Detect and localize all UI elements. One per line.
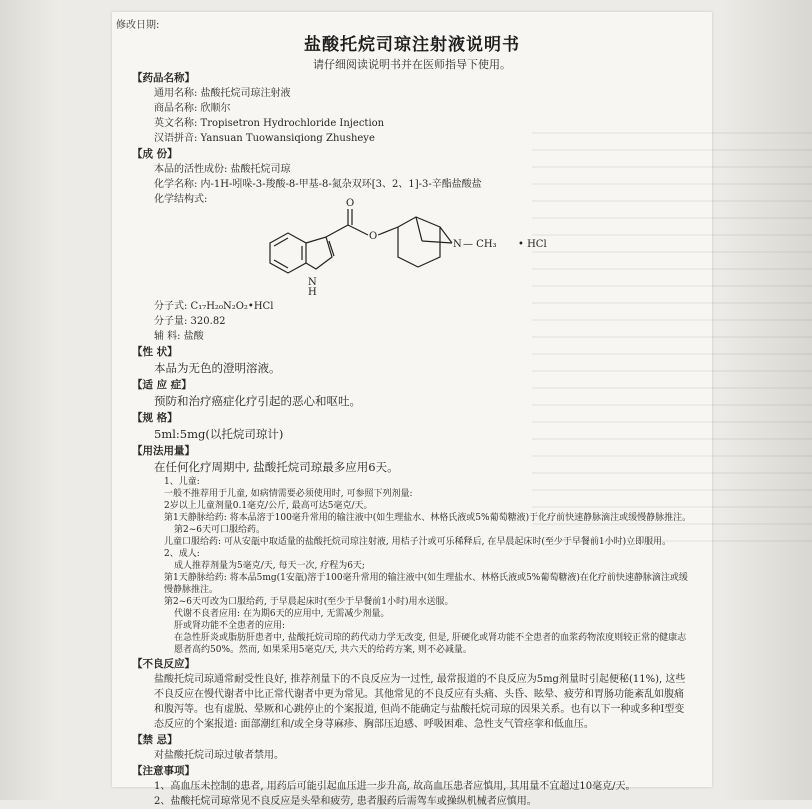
section-header-indications: 【适 应 症】 (132, 379, 192, 391)
background-left-edge (0, 0, 62, 800)
structure-hcl-label: • HCl (518, 239, 547, 250)
chemical-name: 化学名称: 内-1H-吲哚-3-羧酸-8-甲基-8-氮杂双环[3、2、1]-3-辛酯盐酸盐 (154, 179, 482, 190)
generic-name: 通用名称: 盐酸托烷司琼注射液 (154, 88, 291, 99)
section-header-adverse-reactions: 【不良反应】 (132, 658, 195, 670)
chemical-structure-diagram (250, 198, 580, 299)
adverse-reactions-text: 盐酸托烷司琼通常耐受性良好, 推荐剂量下的不良反应为一过性, 最常报道的不良反应为5mg剂量时引起便秘(11%), 这些不良反应在慢代谢者中比正常代谢者中更为常见。其他常见的不良反应有头痛、头昏、眩晕、疲劳和胃肠功能紊乱如腹痛和腹泻等。也有虚脱、晕厥和心跳停止的个案报道, 但尚不能确定与盐酸托烷司琼的因果关系。也有以下一种或多种I型变态反应的个案报道: 面部潮红和/或全身荨麻疹、胸部压迫感、呼吸困难、急性支气管痉挛和低血压。 (154, 674, 686, 730)
section-header-specifications: 【规 格】 (132, 412, 178, 424)
precaution-1: 1、高血压未控制的患者, 用药后可能引起血压进一步升高, 故高血压患者应慎用, 其用量不宜超过10毫克/天。 (154, 781, 636, 792)
leaflet-paper (112, 12, 712, 807)
structure-methyl-label: — CH₃ (463, 239, 497, 250)
section-header-dosage: 【用法用量】 (132, 445, 195, 457)
structure-label: 化学结构式: (154, 194, 208, 205)
dosage-children-4: 第2~6天可口服给药。 (174, 525, 265, 535)
structure-amine-n-label: N (453, 239, 462, 250)
dosage-children-5: 儿童口服给药: 可从安瓿中取适量的盐酸托烷司琼注射液, 用桔子汁或可乐稀释后, 在早晨起床时(至少于早餐前1小时)立即服用。 (164, 537, 672, 547)
trade-name: 商品名称: 欣顺尔 (154, 103, 231, 114)
section-header-composition: 【成 份】 (132, 148, 178, 160)
dosage-adults-5: 肝或肾功能不全患者的应用: (174, 621, 286, 631)
dosage-children-2: 2岁以上儿童剂量0.1毫克/公斤, 最高可达5毫克/天。 (164, 501, 373, 511)
section-header-drug-name: 【药品名称】 (132, 72, 195, 84)
dosage-children-3: 第1天静脉给药: 将本品溶于100毫升常用的输注液中(如生理盐水、林格氏液或5%葡萄糖液)于化疗前快速静脉滴注或缓慢静脉推注。 (164, 513, 692, 523)
structure-carbonyl-o-label: O (346, 198, 355, 209)
dosage-adults-1: 成人推荐剂量为5毫克/天, 每天一次, 疗程为6天; (174, 561, 365, 571)
molecular-weight: 分子量: 320.82 (154, 316, 226, 327)
document-subtitle: 请仔细阅读说明书并在医师指导下使用。 (313, 58, 511, 71)
dosage-adults-2: 第1天静脉给药: 将本品5mg(1安瓿)溶于100毫升常用的输注液中(如生理盐水、林格氏液或5%葡萄糖液)在化疗前快速静脉滴注或缓慢静脉推注。 (164, 573, 688, 595)
structure-nh-label: N (308, 277, 317, 288)
dosage-adults-6: 在急性肝炎或脂肪肝患者中, 盐酸托烷司琼的药代动力学无改变, 但是, 肝硬化或肾功能不全患者的血浆药物浓度则较正常的健康志愿者高约50%。然而, 如果采用5毫克/天, 共六天的给药方案, 则不必减量。 (174, 633, 687, 655)
dosage-children-1: 一般不推荐用于儿童, 如病情需要必须使用时, 可参照下列剂量: (164, 489, 413, 499)
molecular-formula: 分子式: C₁₇H₂₀N₂O₂•HCl (154, 301, 274, 312)
indications-text: 预防和治疗癌症化疗引起的恶心和呕吐。 (154, 394, 361, 408)
dosage-adults-heading: 2、成人: (164, 549, 200, 559)
structure-ester-o-label: O (369, 231, 378, 242)
section-header-contraindications: 【禁 忌】 (132, 734, 178, 746)
section-header-precautions: 【注意事项】 (132, 765, 195, 777)
english-name: 英文名称: Tropisetron Hydrochloride Injection (154, 118, 385, 129)
specifications-text: 5ml:5mg(以托烷司琼计) (154, 427, 284, 441)
leaflet-content (132, 70, 692, 809)
dosage-adults-3: 第2~6天可改为口服给药, 于早晨起床时(至少于早餐前1小时)用水送服。 (164, 597, 454, 607)
contraindications-text: 对盐酸托烷司琼过敏者禁用。 (154, 750, 284, 761)
pinyin-name: 汉语拼音: Yansuan Tuowansiqiong Zhusheye (154, 133, 375, 144)
section-header-properties: 【性 状】 (132, 346, 178, 358)
precaution-2: 2、盐酸托烷司琼常见不良反应是头晕和疲劳, 患者服药后需驾车或操纵机械者应慎用。 (154, 796, 537, 807)
properties-text: 本品为无色的澄明溶液。 (154, 361, 281, 375)
active-ingredient: 本品的活性成份: 盐酸托烷司琼 (154, 164, 291, 175)
structure-h-label: H (308, 287, 317, 298)
document-title: 盐酸托烷司琼注射液说明书 (304, 35, 520, 55)
revision-date-label: 修改日期: (116, 20, 160, 31)
dosage-children-heading: 1、儿童: (164, 477, 200, 487)
dosage-intro: 在任何化疗周期中, 盐酸托烷司琼最多应用6天。 (154, 460, 399, 474)
dosage-adults-4: 代谢不良者应用: 在为期6天的应用中, 无需减少剂量。 (174, 609, 390, 619)
excipient: 辅 料: 盐酸 (154, 331, 204, 342)
